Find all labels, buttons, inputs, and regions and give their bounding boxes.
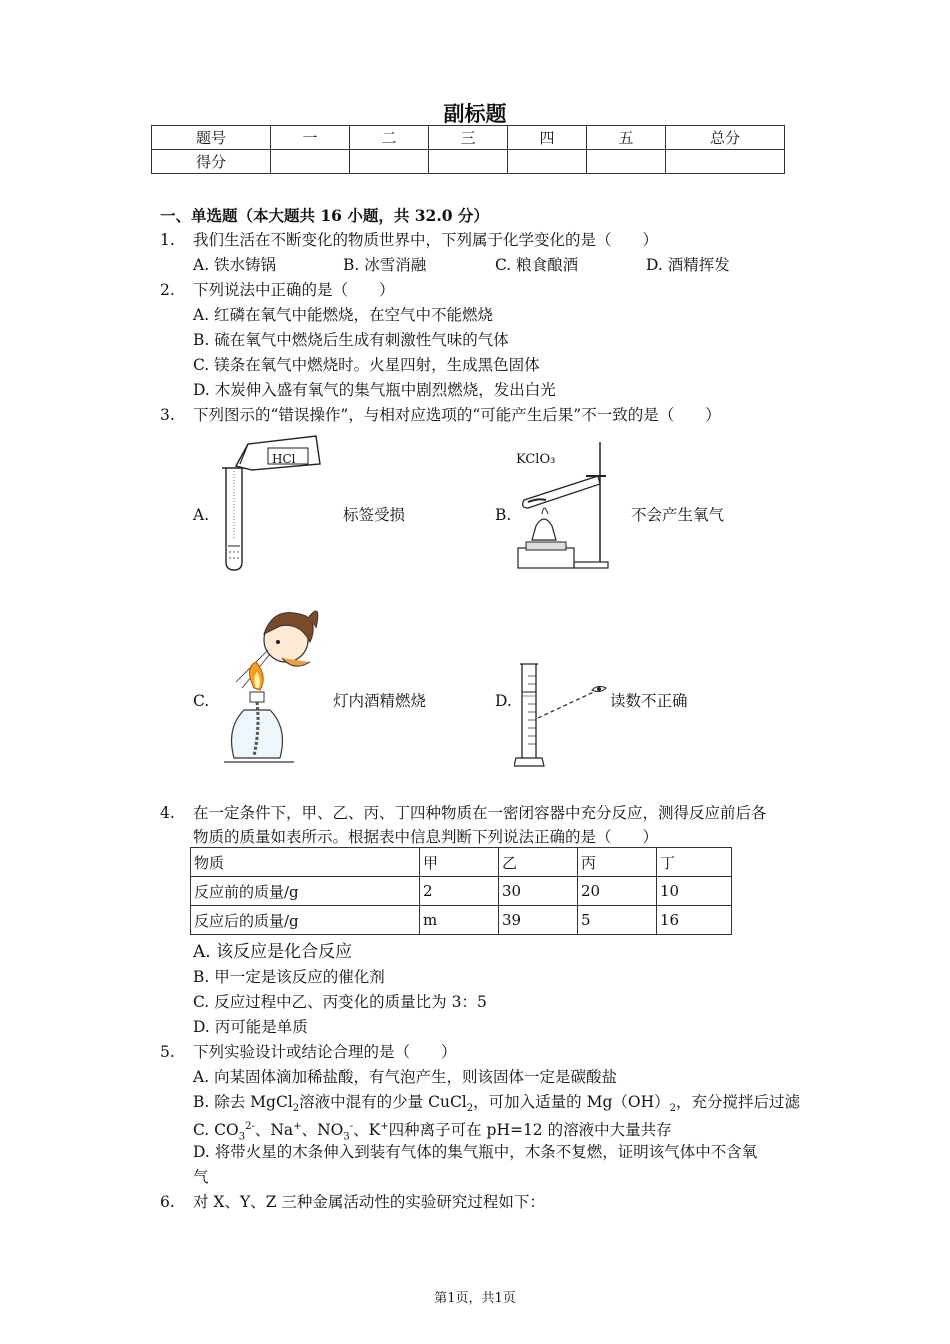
page-footer: 第1页，共1页 xyxy=(434,1291,516,1306)
option-c: C. 镁条在氧气中燃烧时。火星四射，生成黑色固体 xyxy=(193,356,540,374)
question-number: 6. xyxy=(160,1193,175,1211)
mass-cell: 反应前的质量/g xyxy=(191,877,420,906)
score-cell[interactable] xyxy=(666,150,785,174)
mass-table xyxy=(190,847,732,935)
section-heading: 一、单选题（本大题共 16 小题，共 32.0 分） xyxy=(160,206,489,225)
question-stem: 下列图示的“错误操作”，与相对应选项的“可能产生后果”不一致的是（ ） xyxy=(193,406,721,424)
mass-header-cell: 乙 xyxy=(499,848,578,877)
option-a: A. 该反应是化合反应 xyxy=(193,942,353,962)
option-b: B. 硫在氧气中燃烧后生成有刺激性气味的气体 xyxy=(193,331,509,349)
score-table-header-row xyxy=(152,126,785,150)
mass-cell: 16 xyxy=(657,906,732,935)
mass-header-cell: 物质 xyxy=(191,848,420,877)
option-a-result: 标签受损 xyxy=(343,506,406,524)
option-b: B. 甲一定是该反应的催化剂 xyxy=(193,968,385,986)
score-cell[interactable] xyxy=(508,150,587,174)
question-stem: 对 X、Y、Z 三种金属活动性的实验研究过程如下： xyxy=(193,1193,545,1211)
option-a: A. 铁水铸锅 xyxy=(193,256,277,274)
option-d-label: D. xyxy=(495,692,512,710)
mass-table-row xyxy=(191,877,732,906)
mass-cell: 5 xyxy=(578,906,657,935)
option-b: B. 除去 MgCl$_2$溶液中混有的少量 CuCl$_2$，可加入适量的 $Mg(OH)_2$，充分搅拌后过滤 xyxy=(193,1093,800,1115)
option-c: C. 粮食酿酒 xyxy=(495,256,579,274)
score-header-cell: 二 xyxy=(350,126,429,150)
option-d: D. 木炭伸入盛有氧气的集气瓶中剧烈燃烧，发出白光 xyxy=(193,381,556,399)
mass-header-cell: 丙 xyxy=(578,848,657,877)
page-title: 副标题 xyxy=(443,102,507,126)
score-cell[interactable] xyxy=(587,150,666,174)
score-table xyxy=(151,125,785,174)
graduated-cylinder-figure xyxy=(514,662,614,772)
option-b-label: B. xyxy=(495,506,512,524)
mass-cell: 30 xyxy=(499,877,578,906)
question-stem: 下列实验设计或结论合理的是（ ） xyxy=(193,1043,457,1061)
mass-cell: 39 xyxy=(499,906,578,935)
option-a: A. 向某固体滴加稀盐酸，有气泡产生，则该固体一定是碳酸盐 xyxy=(193,1068,618,1086)
score-header-cell: 五 xyxy=(587,126,666,150)
mass-cell: 2 xyxy=(420,877,499,906)
score-cell[interactable] xyxy=(350,150,429,174)
mass-cell: 10 xyxy=(657,877,732,906)
score-row-label: 得分 xyxy=(152,150,271,174)
question-stem-cont: 物质的质量如表所示。根据表中信息判断下列说法正确的是（ ） xyxy=(193,828,659,846)
score-header-cell: 题号 xyxy=(152,126,271,150)
mass-cell: m xyxy=(420,906,499,935)
mass-table-header-row xyxy=(191,848,732,877)
option-d-result: 读数不正确 xyxy=(610,692,688,710)
pouring-liquid-figure xyxy=(212,428,324,576)
option-b: B. 冰雪消融 xyxy=(343,256,427,274)
question-number: 4. xyxy=(160,804,175,822)
option-a: A. 红磷在氧气中能燃烧，在空气中不能燃烧 xyxy=(193,306,494,324)
question-stem: 我们生活在不断变化的物质世界中，下列属于化学变化的是（ ） xyxy=(193,231,659,249)
score-header-cell: 四 xyxy=(508,126,587,150)
score-header-cell: 总分 xyxy=(666,126,785,150)
kclo3-label: KClO₃ xyxy=(516,452,556,467)
option-d-cont: 气 xyxy=(193,1168,209,1186)
question-number: 5. xyxy=(160,1043,175,1061)
question-number: 1. xyxy=(160,231,175,249)
option-a-label: A. xyxy=(193,506,210,524)
score-header-cell: 一 xyxy=(271,126,350,150)
score-table-row xyxy=(152,150,785,174)
mass-header-cell: 丁 xyxy=(657,848,732,877)
score-cell[interactable] xyxy=(271,150,350,174)
question-number: 2. xyxy=(160,281,175,299)
option-b-result: 不会产生氧气 xyxy=(631,506,725,524)
question-stem: 在一定条件下，甲、乙、丙、丁四种物质在一密闭容器中充分反应，测得反应前后各 xyxy=(193,804,767,822)
option-d: D. 丙可能是单质 xyxy=(193,1018,308,1036)
score-cell[interactable] xyxy=(429,150,508,174)
option-c: C. $CO_3^{2-}$、Na+、$NO_3^-$、K+四种离子可在 pH=12 的溶液中大量共存 xyxy=(193,1121,672,1143)
hcl-label: HCl xyxy=(272,452,296,466)
option-c-result: 灯内酒精燃烧 xyxy=(333,692,427,710)
question-number: 3. xyxy=(160,406,175,424)
mass-cell: 反应后的质量/g xyxy=(191,906,420,935)
mass-header-cell: 甲 xyxy=(420,848,499,877)
mass-cell: 20 xyxy=(578,877,657,906)
blowing-lamp-figure xyxy=(214,598,332,770)
question-stem: 下列说法中正确的是（ ） xyxy=(193,281,395,299)
score-header-cell: 三 xyxy=(429,126,508,150)
option-c-label: C. xyxy=(193,692,210,710)
mass-table-row xyxy=(191,906,732,935)
option-c: C. 反应过程中乙、丙变化的质量比为 3：5 xyxy=(193,993,487,1011)
option-d: D. 酒精挥发 xyxy=(646,256,730,274)
option-d: D. 将带火星的木条伸入到装有气体的集气瓶中，木条不复燃，证明该气体中不含氧 xyxy=(193,1143,758,1161)
